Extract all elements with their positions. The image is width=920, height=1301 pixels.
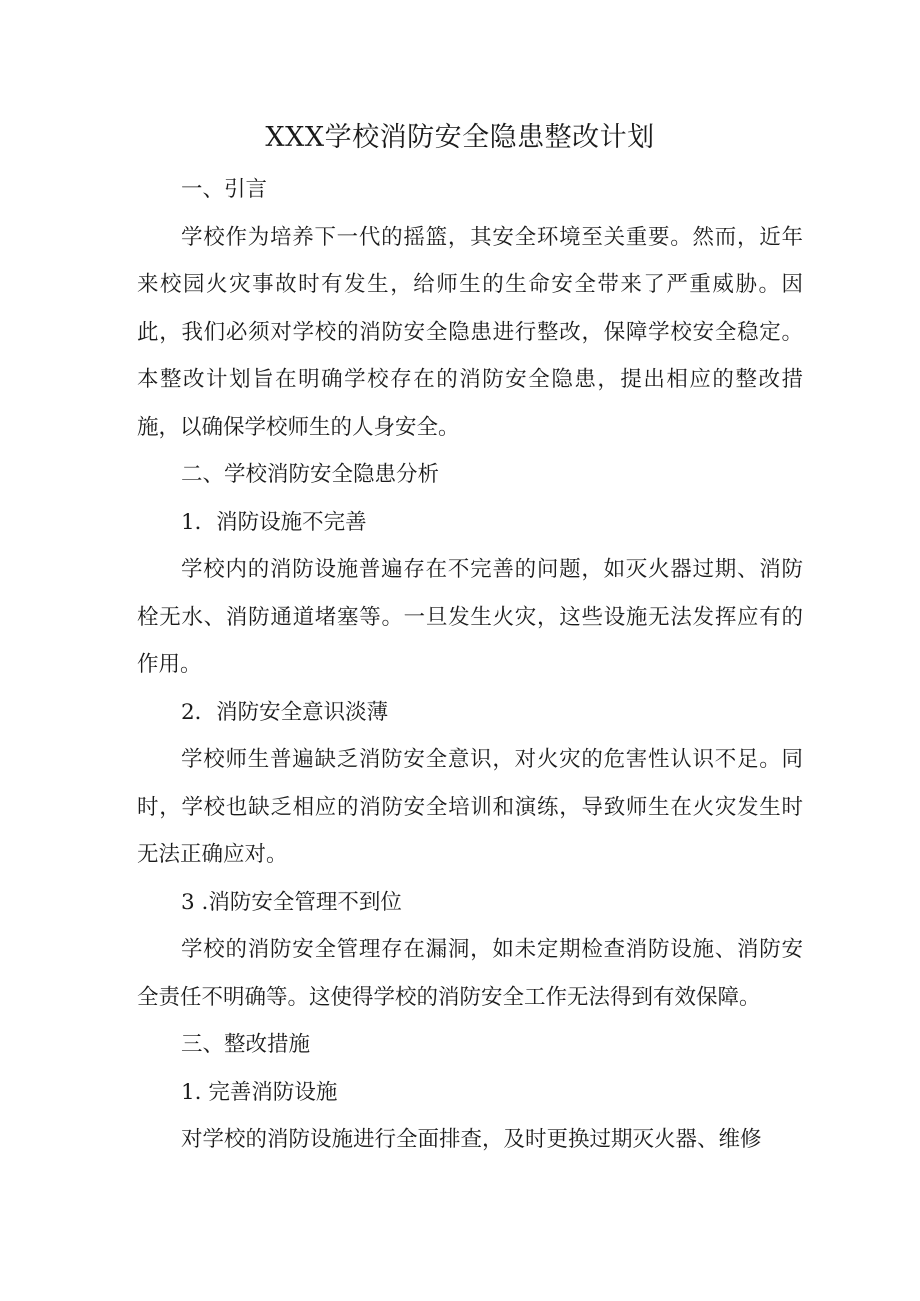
subheading-management: 3 .消防安全管理不到位 — [181, 889, 402, 915]
intro-paragraph: 学校作为培养下一代的摇篮，其安全环境至关重要。然而，近年来校园火灾事故时有发生，给师生的生命安全带来了严重威胁。因此，我们必须对学校的消防安全隐患进行整改，保障学校安全稳定。本整改计划旨在明确学校存在的消防安全隐患，提出相应的整改措施，以确保学校师生的人身安全。 — [137, 224, 803, 440]
document-title: XXX学校消防安全隐患整改计划 — [265, 122, 655, 153]
section-heading-analysis: 二、学校消防安全隐患分析 — [181, 462, 440, 487]
section-heading-intro: 一、引言 — [181, 177, 268, 202]
improve-facilities-paragraph: 对学校的消防设施进行全面排查，及时更换过期灭火器、维修 — [181, 1127, 762, 1152]
subheading-improve-facilities: 1. 完善消防设施 — [181, 1079, 338, 1105]
awareness-paragraph: 学校师生普遍缺乏消防安全意识，对火灾的危害性认识不足。同时，学校也缺乏相应的消防安全培训和演练，导致师生在火灾发生时无法正确应对。 — [137, 747, 803, 867]
subheading-facilities: 1．消防设施不完善 — [181, 509, 367, 535]
facilities-paragraph: 学校内的消防设施普遍存在不完善的问题，如灭火器过期、消防栓无水、消防通道堵塞等。一旦发生火灾，这些设施无法发挥应有的作用。 — [137, 557, 803, 677]
management-paragraph: 学校的消防安全管理存在漏洞，如未定期检查消防设施、消防安全责任不明确等。这使得学校的消防安全工作无法得到有效保障。 — [137, 937, 803, 1010]
subheading-awareness: 2．消防安全意识淡薄 — [181, 699, 389, 725]
document-body — [137, 166, 803, 1164]
section-heading-measures: 三、整改措施 — [181, 1032, 311, 1057]
